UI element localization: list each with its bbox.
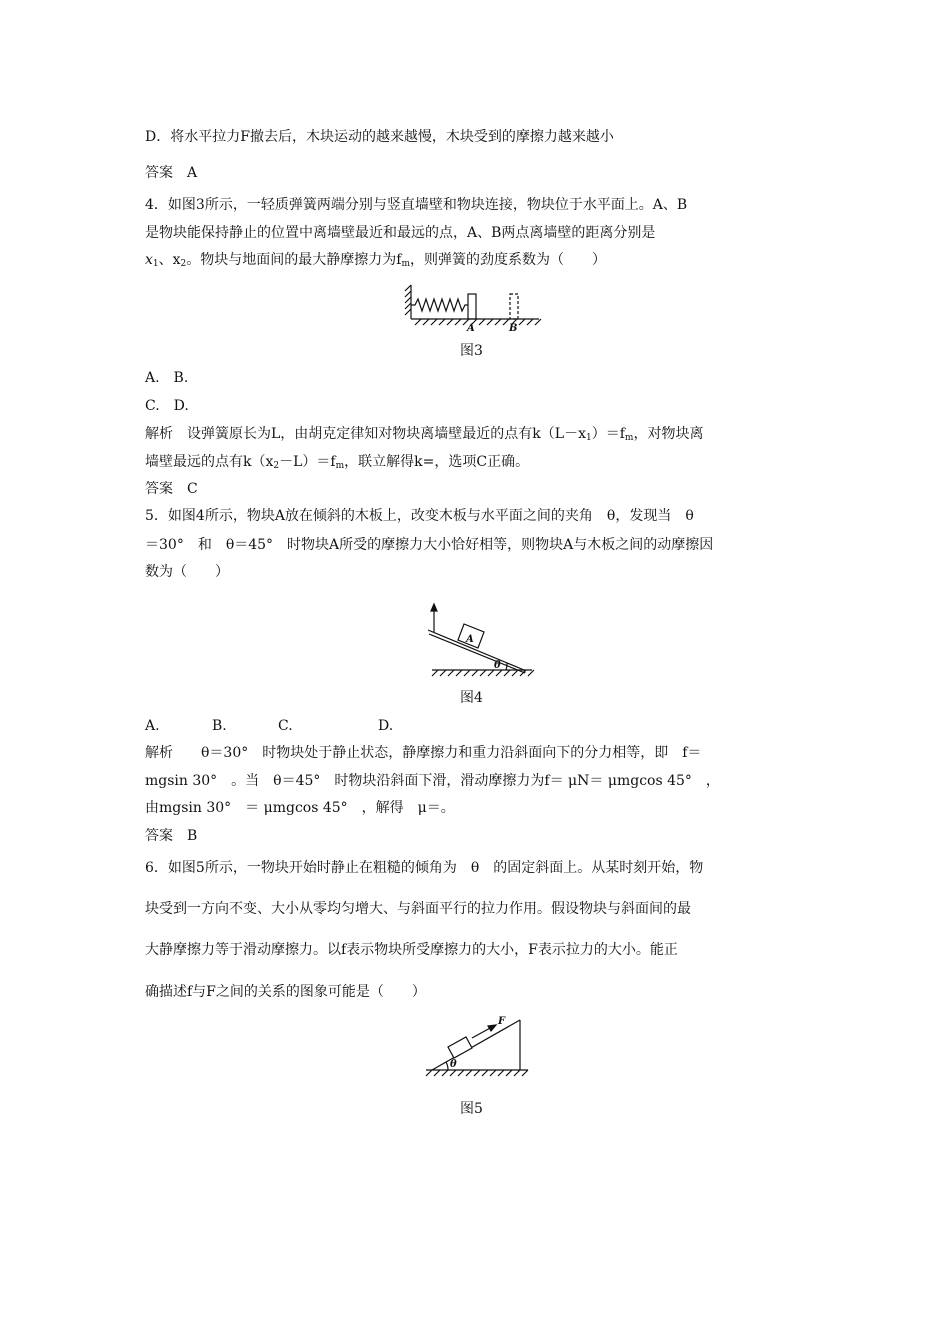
q6-stem-line-3: 大静摩擦力等于滑动摩擦力。以f表示物块所受摩擦力的大小，F表示拉力的大小。能正 xyxy=(145,942,678,958)
figure-4-caption: 图4 xyxy=(460,690,483,706)
figure-4-incline-board xyxy=(420,590,540,680)
q5-stem-line-3: 数为（ ） xyxy=(145,564,229,580)
q3-answer: 答案 A xyxy=(145,165,198,181)
q5-answer: 答案 B xyxy=(145,828,198,844)
q4-answer: 答案 C xyxy=(145,481,198,497)
figure-3-label-b: B xyxy=(509,323,518,334)
figure-5-label-force: F xyxy=(498,1016,506,1027)
figure-5-caption: 图5 xyxy=(460,1101,483,1117)
q4-stem-line-2: 是物块能保持静止的位置中离墙壁最近和最远的点，A、B两点离墙壁的距离分别是 xyxy=(145,225,656,241)
figure-4-label-theta: θ xyxy=(494,660,501,671)
q5-analysis-line-2: mgsin 30° 。当 θ＝45° 时物块沿斜面下滑，滑动摩擦力为f＝ μN＝ μmgcos 45° ， xyxy=(145,773,720,789)
q4-analysis-line-2: 墙壁最远的点有$k(x_2-L)=f_m$，联立解得k=，选项C正确。 xyxy=(145,454,530,471)
q6-stem-line-2: 块受到一方向不变、大小从零均匀增大、与斜面平行的拉力作用。假设物块与斜面间的最 xyxy=(145,901,691,917)
q5-analysis-line-1: 解析 θ＝30° 时物块处于静止状态，静摩擦力和重力沿斜面向下的分力相等，即 f＝ xyxy=(145,745,702,761)
q6-stem-line-4: 确描述f与F之间的关系的图象可能是（ ） xyxy=(145,984,426,1000)
figure-3-caption: 图3 xyxy=(460,343,483,359)
q4-options-ab: A. B. xyxy=(145,370,189,386)
q5-stem-line-2: ＝30° 和 θ＝45° 时物块A所受的摩擦力大小恰好相等，则物块A与木板之间的动摩擦因 xyxy=(145,537,714,553)
q6-stem-line-1: 6．如图5所示，一物块开始时静止在粗糙的倾角为 θ 的固定斜面上。从某时刻开始，物 xyxy=(145,860,704,876)
figure-4-label-block: A xyxy=(466,634,474,645)
figure-5-label-theta: θ xyxy=(450,1059,457,1070)
q5-option-a: A. xyxy=(145,718,160,734)
q5-option-d: D. xyxy=(378,718,394,734)
figure-5-fixed-incline xyxy=(422,1012,534,1082)
q5-analysis-line-3: 由mgsin 30° ＝ μmgcos 45° ，解得 μ＝。 xyxy=(145,800,455,816)
figure-3-label-a: A xyxy=(467,323,475,334)
q5-stem-line-1: 5．如图4所示，物块A放在倾斜的木板上，改变木板与水平面之间的夹角 θ，发现当 θ xyxy=(145,508,694,524)
q5-option-b: B. xyxy=(212,718,227,734)
q4-options-cd: C. D. xyxy=(145,398,189,414)
q3-option-d: D．将水平拉力F撤去后，木块运动的越来越慢，木块受到的摩擦力越来越小 xyxy=(145,129,614,145)
q4-stem-line-1: 4．如图3所示，一轻质弹簧两端分别与竖直墙壁和物块连接，物块位于水平面上。A、B xyxy=(145,197,688,213)
figure-3-spring-diagram xyxy=(405,283,545,335)
q4-analysis-line-1: 解析 设弹簧原长为L，由胡克定律知对物块离墙壁最近的点有$k(L-x_1)=f_m$，对物块离 xyxy=(145,426,704,443)
q4-stem-line-3: $x_1$、$x_2$。物块与地面间的最大静摩擦力为$f_m$，则弹簧的劲度系数为（ ） xyxy=(145,252,607,269)
q5-option-c: C. xyxy=(278,718,293,734)
